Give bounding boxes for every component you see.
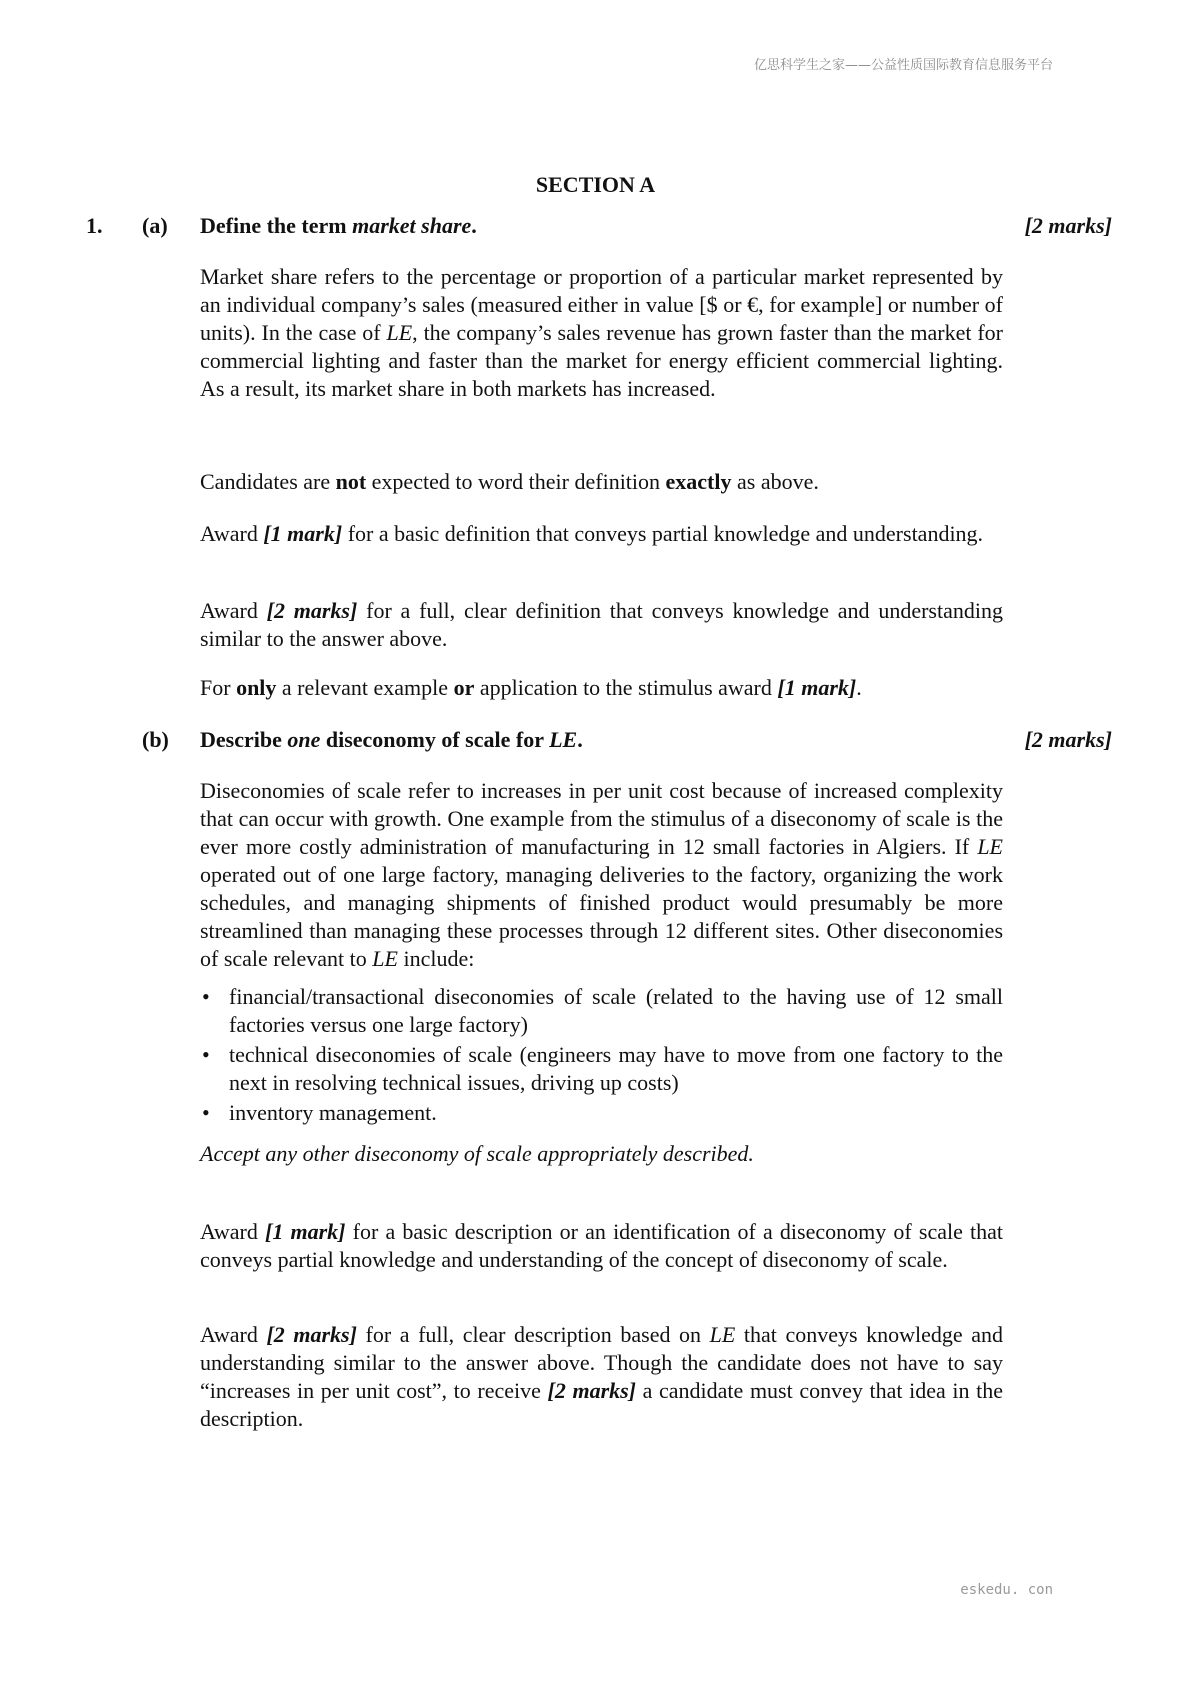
award-1b-2marks: Award [2 marks] for a full, clear description based on LE that conveys knowledge and understanding similar to the answer above. Though the candidate does not have to say “increases in per unit cost”, to receive [2 marks] a candidate must convey that idea in the description. [200, 1322, 1004, 1431]
header-watermark: 亿思科学生之家——公益性质国际教育信息服务平台 [753, 58, 1053, 73]
list-item: • financial/transactional diseconomies of scale (related to the having use of 12 small factories versus one large factory) [202, 984, 1003, 1037]
part-label-a: (a) [142, 213, 168, 238]
footer-site: eskedu. con [960, 1582, 1053, 1598]
list-item: • inventory management. [202, 1100, 437, 1125]
question-1a-heading [0, 212, 1191, 242]
note-1a: Candidates are not expected to word their definition exactly as above. [200, 469, 819, 494]
section-title: SECTION A [535, 172, 656, 197]
question-number: 1. [86, 213, 103, 238]
award-1a-2marks: Award [2 marks] for a full, clear definition that conveys knowledge and understanding similar to the answer above. [200, 598, 1003, 651]
award-1a-1mark: Award [1 mark] for a basic definition that conveys partial knowledge and understanding. [200, 521, 984, 546]
diseconomy-list [200, 983, 1003, 1129]
question-1b-prompt: Describe one diseconomy of scale for LE. [200, 727, 583, 752]
answer-1a: Market share refers to the percentage or proportion of a particular market represented by an individual company’s sales (measured either in value [$ or €, for example] or number of units). In the case of LE, the company’s sales revenue has grown faster than the market for commercial lighting and faster than the market for energy efficient commercial lighting. As a result, its market share in both markets has increased. [200, 264, 1003, 401]
marks-1b: [2 marks] [1024, 727, 1112, 752]
part-label-b: (b) [142, 727, 169, 752]
answer-1b: Diseconomies of scale refer to increases in per unit cost because of increased complexity that can occur with growth. One example from the stimulus of a diseconomy of scale is the ever more costly administration of manufacturing in 12 small factories in Algiers. If LE operated out of one large factory, managing deliveries to the factory, organizing the work schedules, and managing shipments of finished product would presumably be more streamlined than managing these processes through 12 different sites. Other diseconomies of scale relevant to LE include: [200, 778, 1003, 971]
question-1a-prompt: Define the term market share. [200, 213, 477, 238]
award-1b-1mark: Award [1 mark] for a basic description or an identification of a diseconomy of scale that conveys partial knowledge and understanding of the concept of diseconomy of scale. [200, 1219, 1003, 1272]
question-1b-heading [0, 726, 1191, 756]
list-item: • technical diseconomies of scale (engineers may have to move from one factory to the next in resolving technical issues, driving up costs) [202, 1042, 1003, 1095]
accept-note-1b: Accept any other diseconomy of scale appropriately described. [200, 1141, 754, 1166]
award-1a-example: For only a relevant example or application to the stimulus award [1 mark]. [200, 675, 862, 700]
marks-1a: [2 marks] [1024, 213, 1112, 238]
